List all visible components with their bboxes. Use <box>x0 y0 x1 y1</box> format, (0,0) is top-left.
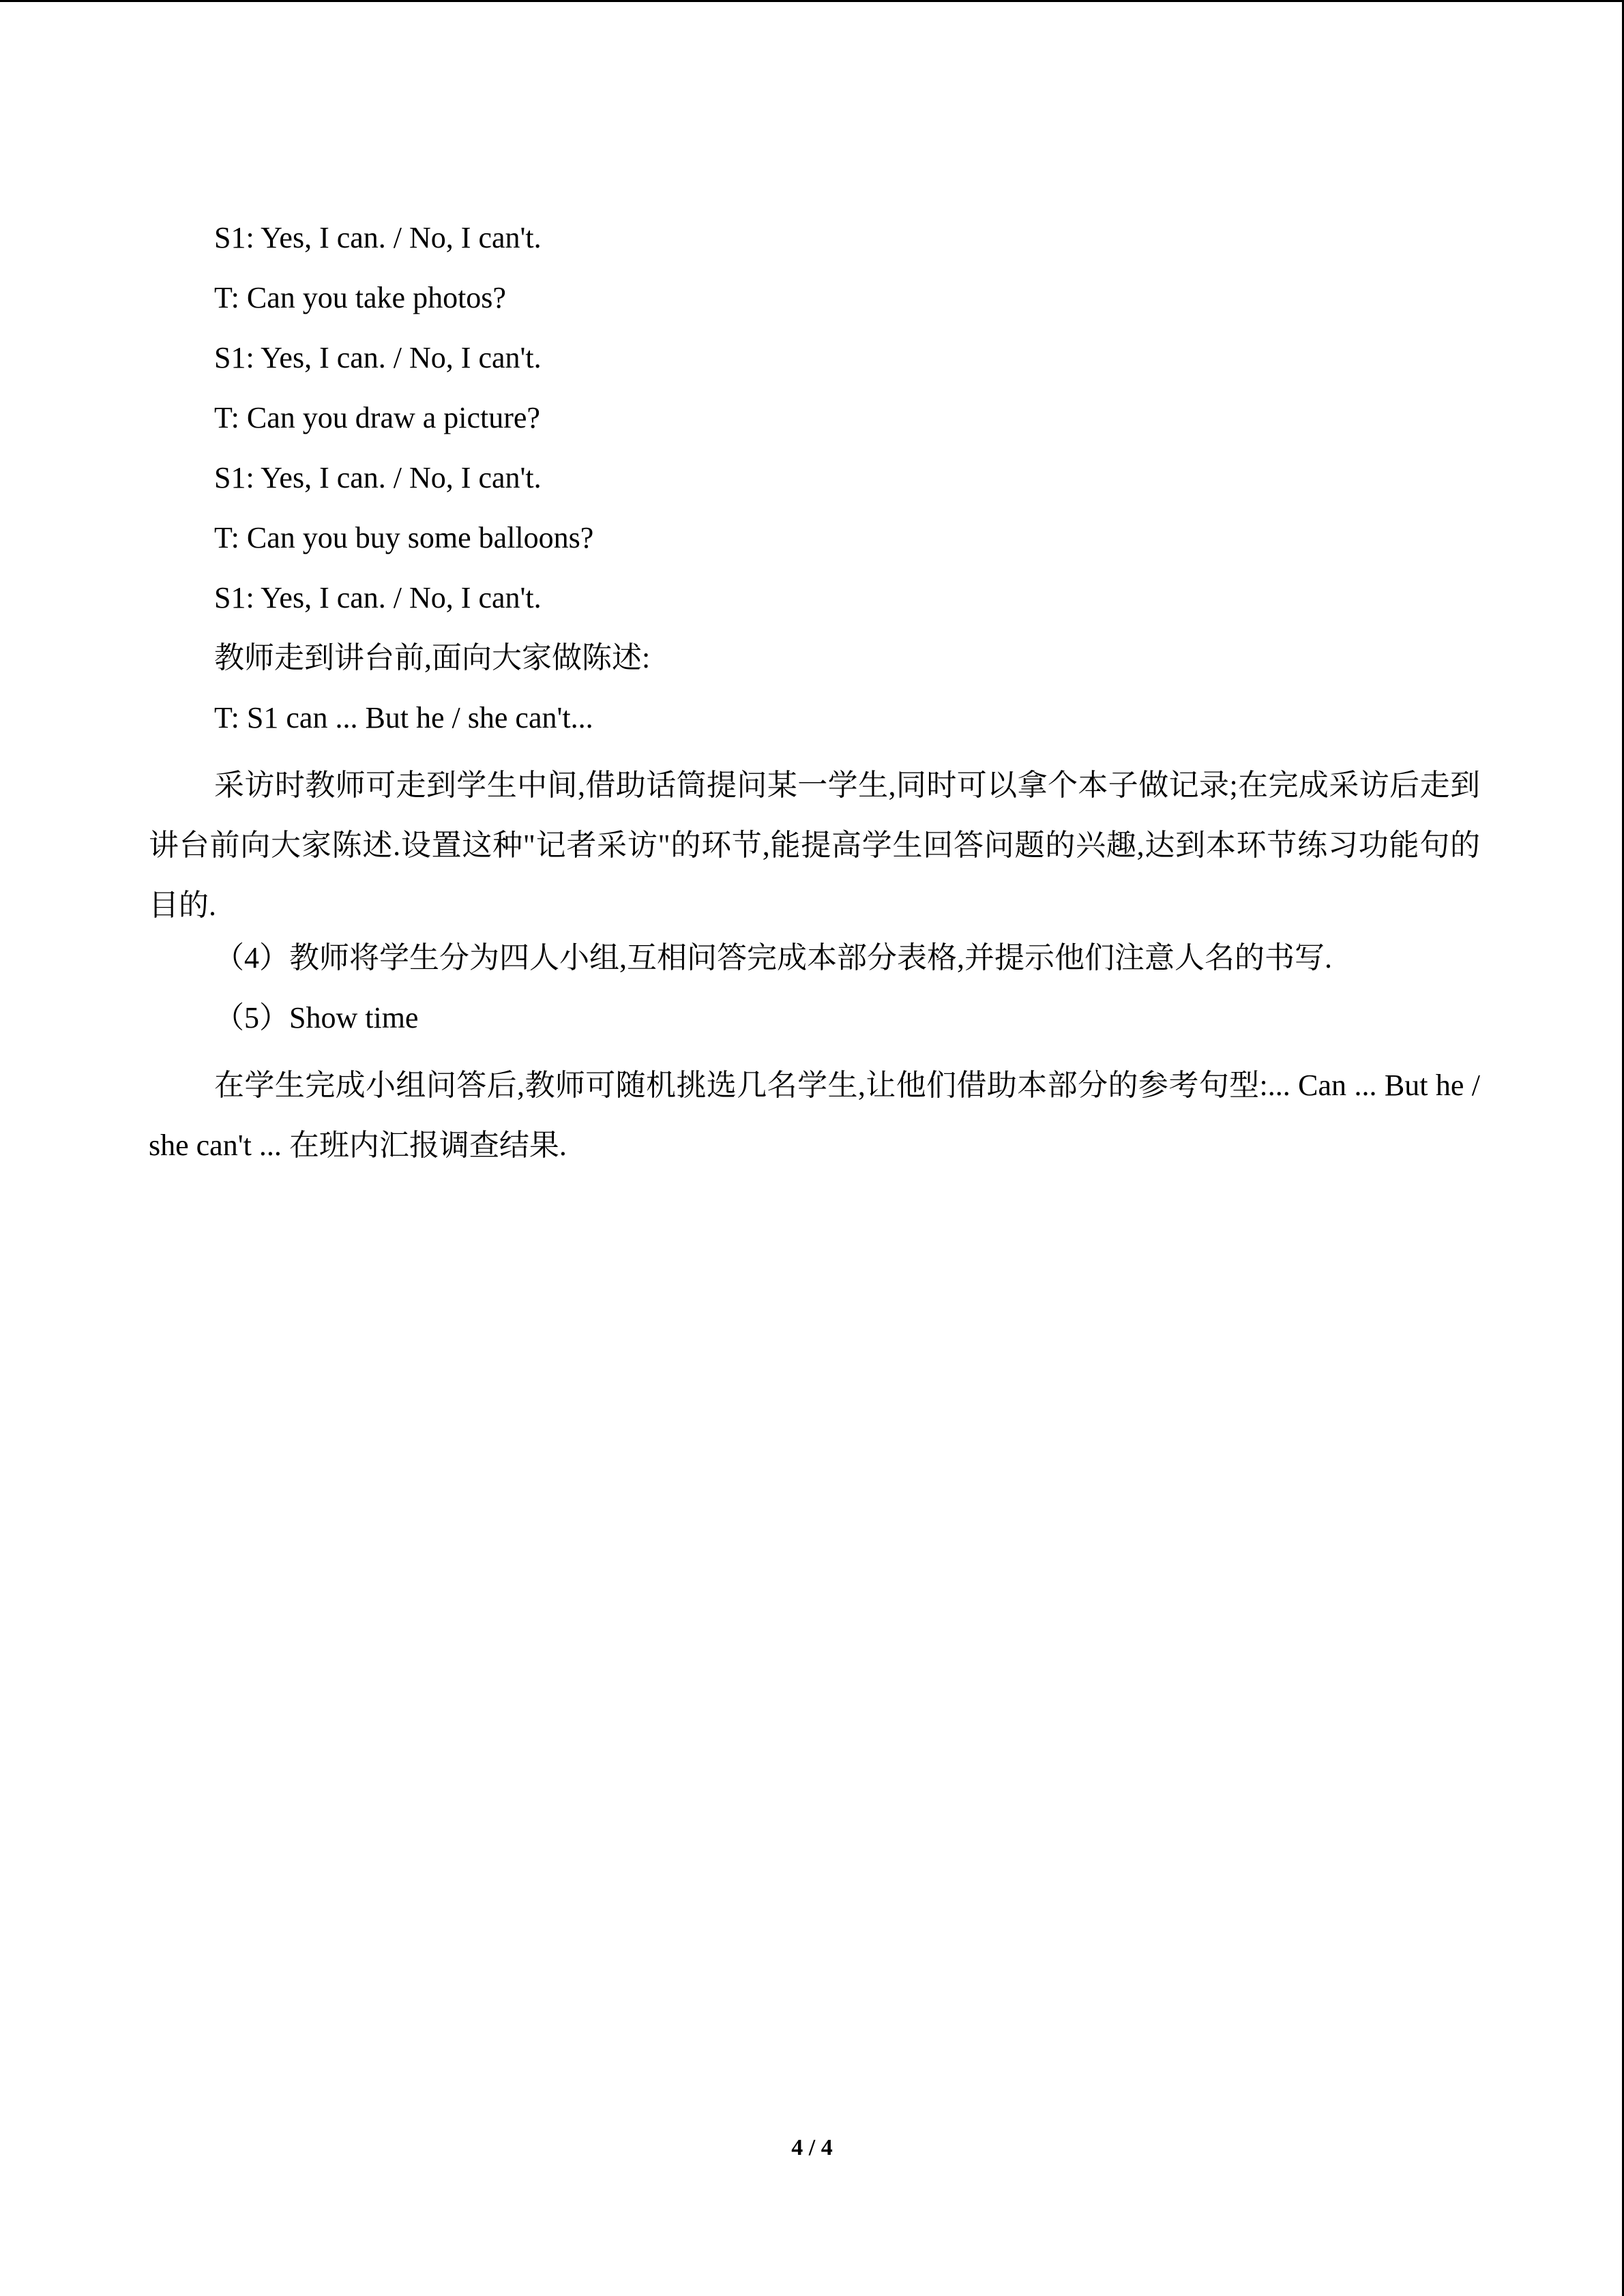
dialogue-line-1: S1: Yes, I can. / No, I can't. <box>214 221 542 254</box>
step-5: （5）Show time <box>214 1001 419 1034</box>
dialogue-line-2: T: Can you take photos? <box>214 281 506 314</box>
paragraph-report: 在学生完成小组问答后,教师可随机挑选几名学生,让他们借助本部分的参考句型:... Can ... But he / she can't ... 在班内汇报调查结果. <box>149 1069 1480 1162</box>
dialogue-line-7: S1: Yes, I can. / No, I can't. <box>214 581 542 614</box>
teacher-instruction: 教师走到讲台前,面向大家做陈述: <box>214 641 651 674</box>
dialogue-line-5: S1: Yes, I can. / No, I can't. <box>214 461 542 494</box>
dialogue-line-3: S1: Yes, I can. / No, I can't. <box>214 341 542 374</box>
document-body <box>149 215 1480 1176</box>
page-top-border <box>0 0 1624 2</box>
step-4: （4）教师将学生分为四人小组,互相问答完成本部分表格,并提示他们注意人名的书写. <box>214 941 1332 974</box>
dialogue-line-8: T: S1 can ... But he / she can't... <box>214 701 593 734</box>
dialogue-line-6: T: Can you buy some balloons? <box>214 521 594 554</box>
dialogue-line-4: T: Can you draw a picture? <box>214 401 540 434</box>
page-number: 4 / 4 <box>791 2135 833 2160</box>
paragraph-interview: 采访时教师可走到学生中间,借助话筒提问某一学生,同时可以拿个本子做记录;在完成采访后走到讲台前向大家陈述.设置这种"记者采访"的环节,能提高学生回答问题的兴趣,达到本环节练习功能句的目的. <box>149 769 1480 922</box>
